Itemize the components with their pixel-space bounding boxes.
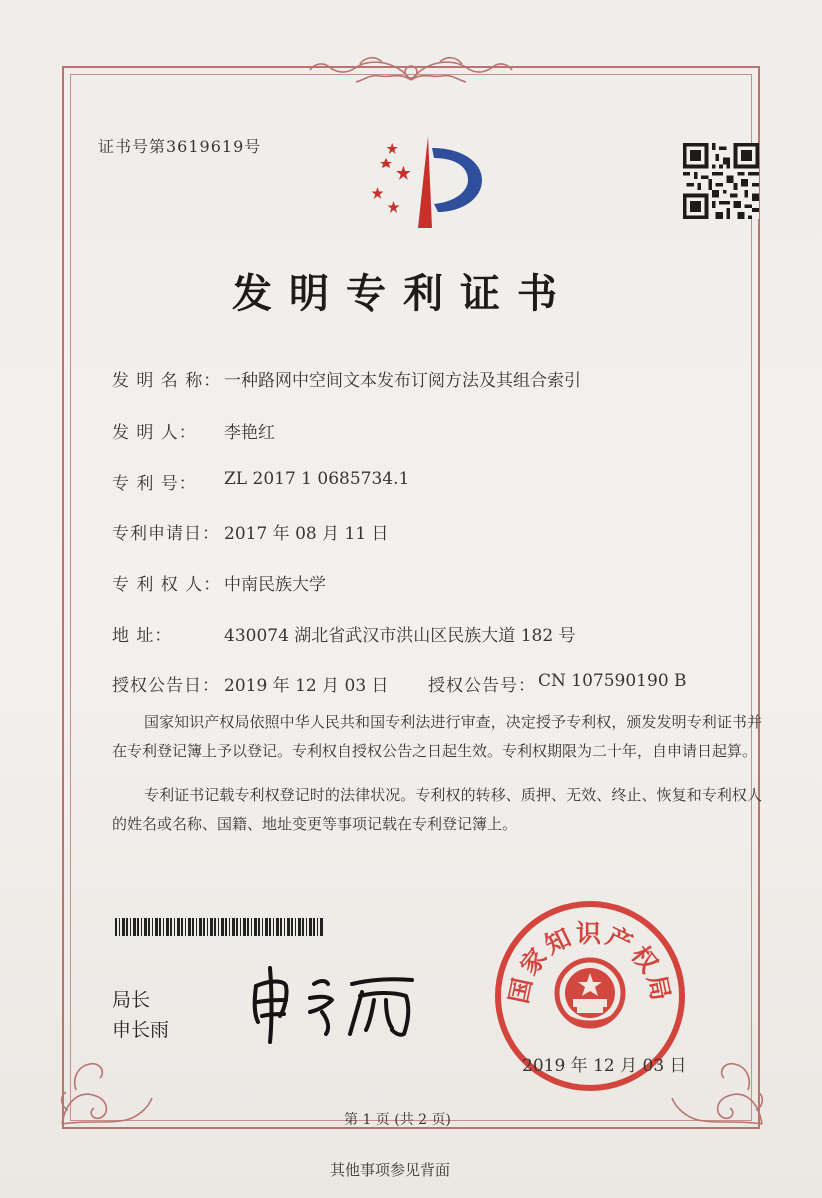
national-emblem-icon (557, 960, 623, 1026)
back-note: 其他事项参见背面 (330, 1161, 451, 1179)
patentee-label: 专 利 权 人： (112, 575, 222, 595)
filing-date: 2017 年 08 月 11 日 (224, 524, 389, 544)
address-label: 地 址： (112, 626, 173, 646)
patentee: 中南民族大学 (224, 575, 326, 595)
patent-number-label: 专 利 号： (112, 474, 197, 494)
address: 430074 湖北省武汉市洪山区民族大道 182 号 (224, 626, 576, 646)
patent-office-logo-icon (366, 134, 488, 230)
inventor: 李艳红 (224, 423, 275, 443)
certificate-number: 证书号第3619619号 (98, 137, 262, 156)
signatory-title: 局长 (112, 989, 151, 1011)
handwritten-signature (240, 962, 430, 1046)
signatory-name: 申长雨 (112, 1019, 170, 1041)
filing-date-label: 专利申请日： (112, 524, 220, 544)
bottom-left-ornament (56, 1050, 156, 1130)
qr-code-icon (683, 143, 759, 219)
barcode-icon (115, 918, 323, 936)
grant-date: 2019 年 12 月 03 日 (224, 676, 389, 696)
page-info: 第 1 页 (共 2 页) (344, 1112, 451, 1128)
inventor-label: 发 明 人： (112, 423, 197, 443)
seal-date: 2019 年 12 月 03 日 (522, 1056, 687, 1076)
statement-paragraph-2: 专利证书记载专利权登记时的法律状况。专利权的转移、质押、无效、终止、恢复和专利权人的姓名或名称、国籍、地址变更等事项记载在专利登记簿上。 (112, 786, 762, 833)
invention-name-label: 发 明 名 称： (112, 371, 222, 391)
grant-date-label: 授权公告日： (112, 676, 220, 696)
certificate-title: 发明专利证书 (232, 270, 574, 317)
grant-number-label: 授权公告号： (428, 676, 536, 696)
invention-name: 一种路网中空间文本发布订阅方法及其组合索引 (224, 371, 581, 391)
statement-paragraph-1: 国家知识产权局依照中华人民共和国专利法进行审查，决定授予专利权，颁发发明专利证书并在专利登记簿上予以登记。专利权自授权公告之日起生效。专利权期限为二十年，自申请日起算。 (112, 713, 762, 760)
grant-number: CN 107590190 B (538, 671, 687, 691)
patent-number: ZL 2017 1 0685734.1 (224, 469, 410, 489)
top-ornament (300, 50, 522, 96)
seal-text: 国家知识产权局 (503, 918, 677, 1006)
